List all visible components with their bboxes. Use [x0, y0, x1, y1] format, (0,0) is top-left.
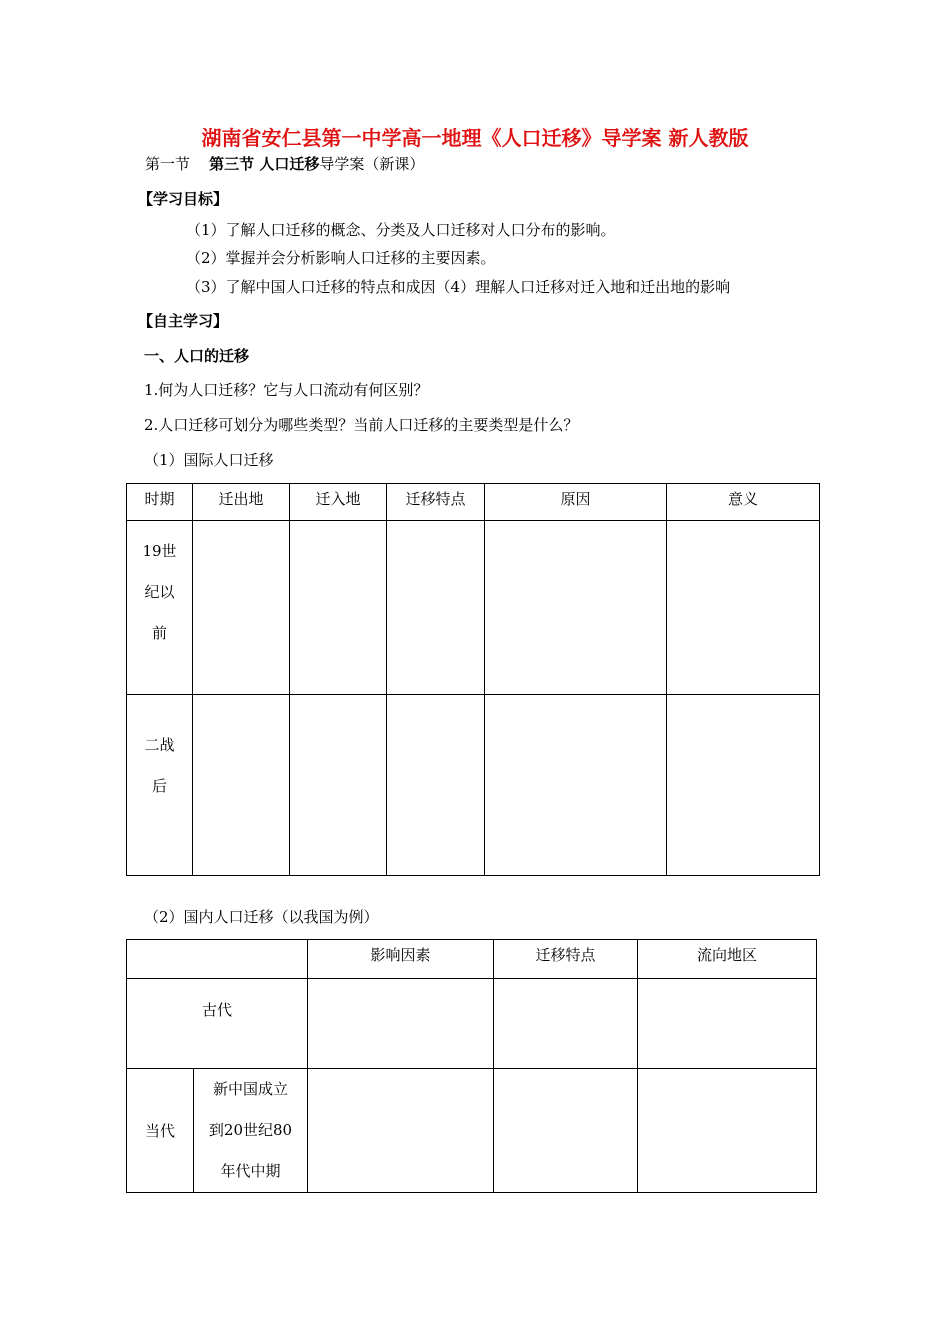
blank-cell[interactable]	[193, 695, 290, 876]
objective-3: （3）了解中国人口迁移的特点和成因（4）理解人口迁移对迁入地和迁出地的影响	[186, 278, 731, 296]
header-period: 时期	[127, 484, 193, 521]
blank-cell[interactable]	[638, 979, 817, 1069]
row-modern-period: 新中国成立 到20世纪80 年代中期	[194, 1069, 308, 1193]
domestic-migration-table	[126, 939, 817, 1193]
header-origin: 迁出地	[193, 484, 290, 521]
blank-cell[interactable]	[667, 695, 820, 876]
header-features: 迁移特点	[387, 484, 485, 521]
header-causes: 原因	[485, 484, 667, 521]
row-ancient-label: 古代	[127, 979, 308, 1069]
blank-cell[interactable]	[290, 521, 387, 695]
objective-2: （2）掌握并会分析影响人口迁移的主要因素。	[186, 249, 496, 267]
subtitle-suffix: 导学案（新课）	[319, 155, 425, 173]
table-header-row	[127, 484, 820, 521]
blank-cell[interactable]	[485, 695, 667, 876]
subtitle-line	[145, 153, 424, 174]
blank-cell[interactable]	[494, 1069, 638, 1193]
blank-cell[interactable]	[387, 695, 485, 876]
header-features: 迁移特点	[494, 940, 638, 979]
subheading-domestic: （2）国内人口迁移（以我国为例）	[144, 908, 379, 926]
blank-cell[interactable]	[308, 979, 494, 1069]
section-self-study: 【自主学习】	[138, 312, 229, 330]
blank-cell[interactable]	[485, 521, 667, 695]
subheading-international: （1）国际人口迁移	[144, 451, 274, 469]
header-factors: 影响因素	[308, 940, 494, 979]
header-significance: 意义	[667, 484, 820, 521]
row-modern-label: 当代	[127, 1069, 194, 1193]
table-row	[127, 1069, 817, 1193]
period-before-19th-century: 19世 纪以 前	[127, 521, 193, 695]
blank-cell[interactable]	[638, 1069, 817, 1193]
blank-cell[interactable]	[667, 521, 820, 695]
header-destination: 迁入地	[290, 484, 387, 521]
subtitle-bold: 第三节 人口迁移	[209, 155, 320, 173]
blank-cell[interactable]	[387, 521, 485, 695]
table-header-row	[127, 940, 817, 979]
blank-cell[interactable]	[308, 1069, 494, 1193]
objective-1: （1）了解人口迁移的概念、分类及人口迁移对人口分布的影响。	[186, 221, 616, 239]
subtitle-prefix: 第一节	[145, 155, 191, 173]
blank-cell[interactable]	[290, 695, 387, 876]
international-migration-table	[126, 483, 820, 876]
table-row	[127, 521, 820, 695]
period-post-wwii: 二战 后	[127, 695, 193, 876]
table-row	[127, 695, 820, 876]
question-1: 1.何为人口迁移？它与人口流动有何区别？	[144, 381, 429, 399]
document-title: 湖南省安仁县第一中学高一地理《人口迁移》导学案 新人教版	[201, 126, 749, 150]
header-blank	[127, 940, 308, 979]
heading-population-migration: 一、人口的迁移	[144, 347, 250, 365]
section-objectives: 【学习目标】	[138, 190, 229, 208]
header-destination-region: 流向地区	[638, 940, 817, 979]
blank-cell[interactable]	[494, 979, 638, 1069]
table-row	[127, 979, 817, 1069]
question-2: 2.人口迁移可划分为哪些类型？当前人口迁移的主要类型是什么？	[144, 416, 579, 434]
blank-cell[interactable]	[193, 521, 290, 695]
